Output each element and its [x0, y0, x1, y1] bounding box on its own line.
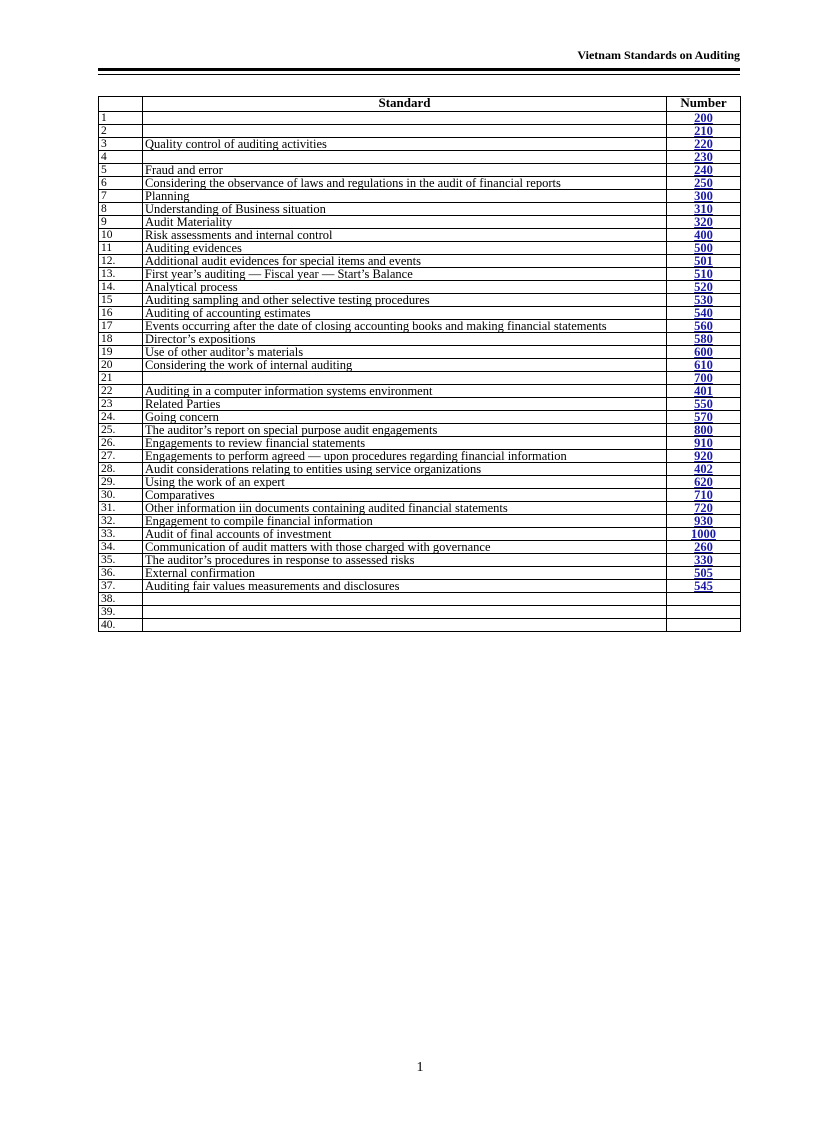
table-row: [99, 476, 741, 489]
table-row: [99, 619, 741, 632]
standard-title: Engagements to review financial statements: [143, 437, 667, 450]
row-index: 31.: [99, 502, 143, 515]
row-index: 10: [99, 229, 143, 242]
standard-number-link[interactable]: 610: [694, 358, 713, 372]
standard-title: Planning: [143, 190, 667, 203]
document-header-title: Vietnam Standards on Auditing: [577, 48, 740, 62]
standard-title: [143, 606, 667, 619]
standard-number-link[interactable]: 300: [694, 189, 713, 203]
standard-title: Analytical process: [143, 281, 667, 294]
standards-table: [98, 96, 741, 632]
standard-number-cell: [667, 424, 741, 437]
index-column-header: [99, 97, 143, 112]
standard-number-cell: [667, 463, 741, 476]
table-row: [99, 372, 741, 385]
standard-title: Director’s expositions: [143, 333, 667, 346]
standard-title: Related Parties: [143, 398, 667, 411]
standard-title: Events occurring after the date of closing accounting books and making financial statements: [143, 320, 667, 333]
table-row: [99, 164, 741, 177]
standard-number-link[interactable]: 505: [694, 566, 713, 580]
standard-number-cell: [667, 177, 741, 190]
table-row: [99, 125, 741, 138]
standard-number-link[interactable]: 402: [694, 462, 713, 476]
standard-number-cell: [667, 333, 741, 346]
row-index: 4: [99, 151, 143, 164]
row-index: 28.: [99, 463, 143, 476]
standard-title: Auditing of accounting estimates: [143, 307, 667, 320]
standard-number-link[interactable]: 920: [694, 449, 713, 463]
standard-number-cell: [667, 606, 741, 619]
standard-number-link[interactable]: 545: [694, 579, 713, 593]
table-row: [99, 229, 741, 242]
standard-title: Audit Materiality: [143, 216, 667, 229]
standard-number-link[interactable]: 210: [694, 124, 713, 138]
table-row: [99, 385, 741, 398]
standard-number-cell: [667, 567, 741, 580]
table-row: [99, 359, 741, 372]
standard-number-link[interactable]: 700: [694, 371, 713, 385]
number-column-header: Number: [667, 97, 741, 112]
table-row: [99, 307, 741, 320]
standard-number-cell: [667, 411, 741, 424]
row-index: 15: [99, 294, 143, 307]
standard-title: Understanding of Business situation: [143, 203, 667, 216]
row-index: 25.: [99, 424, 143, 437]
row-index: 26.: [99, 437, 143, 450]
table-row: [99, 398, 741, 411]
standard-number-link[interactable]: 310: [694, 202, 713, 216]
standard-number-link[interactable]: 620: [694, 475, 713, 489]
standard-number-link[interactable]: 720: [694, 501, 713, 515]
standard-number-link[interactable]: 930: [694, 514, 713, 528]
row-index: 35.: [99, 554, 143, 567]
row-index: 11: [99, 242, 143, 255]
standard-title: Auditing evidences: [143, 242, 667, 255]
table-row: [99, 424, 741, 437]
standard-number-link[interactable]: 260: [694, 540, 713, 554]
row-index: 34.: [99, 541, 143, 554]
standard-number-link[interactable]: 401: [694, 384, 713, 398]
row-index: 24.: [99, 411, 143, 424]
standard-number-cell: [667, 502, 741, 515]
page-number: 1: [416, 1060, 424, 1075]
row-index: 21: [99, 372, 143, 385]
row-index: 23: [99, 398, 143, 411]
row-index: 33.: [99, 528, 143, 541]
standard-number-cell: [667, 268, 741, 281]
standard-title: Quality control of auditing activities: [143, 138, 667, 151]
row-index: 2: [99, 125, 143, 138]
standard-number-link[interactable]: 510: [694, 267, 713, 281]
row-index: 8: [99, 203, 143, 216]
row-index: 27.: [99, 450, 143, 463]
row-index: 37.: [99, 580, 143, 593]
row-index: 36.: [99, 567, 143, 580]
standard-number-cell: [667, 619, 741, 632]
standard-title: Considering the work of internal auditing: [143, 359, 667, 372]
table-row: [99, 255, 741, 268]
table-row: [99, 450, 741, 463]
standard-number-cell: [667, 372, 741, 385]
standard-number-cell: [667, 320, 741, 333]
row-index: 19: [99, 346, 143, 359]
table-row: [99, 606, 741, 619]
table-row: [99, 190, 741, 203]
standard-number-link[interactable]: 910: [694, 436, 713, 450]
table-row: [99, 567, 741, 580]
row-index: 9: [99, 216, 143, 229]
row-index: 18: [99, 333, 143, 346]
standard-number-link[interactable]: 1000: [691, 527, 716, 541]
standard-title: Using the work of an expert: [143, 476, 667, 489]
standard-number-cell: [667, 489, 741, 502]
standard-number-cell: [667, 476, 741, 489]
standard-title: Going concern: [143, 411, 667, 424]
row-index: 22: [99, 385, 143, 398]
standard-title: Auditing fair values measurements and disclosures: [143, 580, 667, 593]
standard-number-cell: [667, 307, 741, 320]
standard-number-cell: [667, 541, 741, 554]
row-index: 13.: [99, 268, 143, 281]
standard-number-link[interactable]: 800: [694, 423, 713, 437]
standard-number-cell: [667, 359, 741, 372]
standard-number-cell: [667, 112, 741, 125]
standard-number-link[interactable]: 580: [694, 332, 713, 346]
standard-number-link[interactable]: 200: [694, 111, 713, 125]
standard-number-cell: [667, 385, 741, 398]
table-row: [99, 294, 741, 307]
standard-number-link[interactable]: 500: [694, 241, 713, 255]
row-index: 14.: [99, 281, 143, 294]
row-index: 16: [99, 307, 143, 320]
standard-title: The auditor’s procedures in response to assessed risks: [143, 554, 667, 567]
table-row: [99, 554, 741, 567]
standard-title: Additional audit evidences for special items and events: [143, 255, 667, 268]
row-index: 20: [99, 359, 143, 372]
row-index: 40.: [99, 619, 143, 632]
standard-number-cell: [667, 255, 741, 268]
standard-title: [143, 125, 667, 138]
header-rule-thin: [98, 74, 740, 75]
standard-title: Engagement to compile financial information: [143, 515, 667, 528]
standard-number-cell: [667, 151, 741, 164]
standard-title: Use of other auditor’s materials: [143, 346, 667, 359]
row-index: 1: [99, 112, 143, 125]
standard-number-cell: [667, 437, 741, 450]
standard-number-link[interactable]: 501: [694, 254, 713, 268]
table-row: [99, 515, 741, 528]
standard-title: Fraud and error: [143, 164, 667, 177]
standard-number-cell: [667, 294, 741, 307]
standard-number-cell: [667, 216, 741, 229]
table-row: [99, 203, 741, 216]
table-row: [99, 541, 741, 554]
table-row: [99, 333, 741, 346]
standard-title: Communication of audit matters with those charged with governance: [143, 541, 667, 554]
standard-number-cell: [667, 138, 741, 151]
row-index: 12.: [99, 255, 143, 268]
standard-number-link[interactable]: 530: [694, 293, 713, 307]
table-row: [99, 502, 741, 515]
standard-number-link[interactable]: 600: [694, 345, 713, 359]
standard-title: [143, 619, 667, 632]
standard-title: Risk assessments and internal control: [143, 229, 667, 242]
table-row: [99, 593, 741, 606]
standard-number-link[interactable]: 220: [694, 137, 713, 151]
standard-column-header: Standard: [143, 97, 667, 112]
table-row: [99, 320, 741, 333]
table-row: [99, 268, 741, 281]
standard-title: Engagements to perform agreed — upon procedures regarding financial information: [143, 450, 667, 463]
standard-number-link[interactable]: 240: [694, 163, 713, 177]
standard-number-cell: [667, 554, 741, 567]
standard-number-link[interactable]: 540: [694, 306, 713, 320]
standard-number-cell: [667, 580, 741, 593]
standard-number-link[interactable]: 560: [694, 319, 713, 333]
standard-number-link[interactable]: 710: [694, 488, 713, 502]
table-row: [99, 489, 741, 502]
table-row: [99, 437, 741, 450]
standard-number-link[interactable]: 570: [694, 410, 713, 424]
standard-number-link[interactable]: 320: [694, 215, 713, 229]
table-header-row: [99, 97, 741, 112]
standard-number-link[interactable]: 400: [694, 228, 713, 242]
table-row: [99, 580, 741, 593]
table-row: [99, 151, 741, 164]
row-index: 30.: [99, 489, 143, 502]
standard-title: [143, 112, 667, 125]
row-index: 7: [99, 190, 143, 203]
standard-number-cell: [667, 346, 741, 359]
standard-title: Other information iin documents containing audited financial statements: [143, 502, 667, 515]
standard-number-cell: [667, 229, 741, 242]
standard-number-cell: [667, 164, 741, 177]
standard-number-cell: [667, 281, 741, 294]
standard-title: Auditing in a computer information systems environment: [143, 385, 667, 398]
standard-number-cell: [667, 398, 741, 411]
header-rule-thick: [98, 68, 740, 71]
table-row: [99, 346, 741, 359]
row-index: 39.: [99, 606, 143, 619]
row-index: 32.: [99, 515, 143, 528]
standard-number-link[interactable]: 550: [694, 397, 713, 411]
table-row: [99, 242, 741, 255]
standard-title: Comparatives: [143, 489, 667, 502]
standard-title: Audit considerations relating to entities using service organizations: [143, 463, 667, 476]
row-index: 3: [99, 138, 143, 151]
standard-number-cell: [667, 450, 741, 463]
standard-title: Auditing sampling and other selective testing procedures: [143, 294, 667, 307]
row-index: 29.: [99, 476, 143, 489]
row-index: 17: [99, 320, 143, 333]
row-index: 38.: [99, 593, 143, 606]
standard-title: External confirmation: [143, 567, 667, 580]
table-row: [99, 463, 741, 476]
row-index: 5: [99, 164, 143, 177]
standard-title: [143, 593, 667, 606]
standard-title: [143, 372, 667, 385]
standard-number-cell: [667, 242, 741, 255]
standard-number-link[interactable]: 230: [694, 150, 713, 164]
row-index: 6: [99, 177, 143, 190]
table-row: [99, 281, 741, 294]
standard-number-cell: [667, 125, 741, 138]
standard-title: First year’s auditing — Fiscal year — Start’s Balance: [143, 268, 667, 281]
table-row: [99, 216, 741, 229]
standard-number-cell: [667, 528, 741, 541]
standard-title: Considering the observance of laws and regulations in the audit of financial reports: [143, 177, 667, 190]
standard-title: Audit of final accounts of investment: [143, 528, 667, 541]
standard-number-link[interactable]: 330: [694, 553, 713, 567]
standard-number-link[interactable]: 520: [694, 280, 713, 294]
table-row: [99, 411, 741, 424]
table-row: [99, 177, 741, 190]
standard-title: [143, 151, 667, 164]
table-row: [99, 112, 741, 125]
standard-number-cell: [667, 593, 741, 606]
standard-title: The auditor’s report on special purpose audit engagements: [143, 424, 667, 437]
table-row: [99, 138, 741, 151]
table-row: [99, 528, 741, 541]
standard-number-cell: [667, 515, 741, 528]
standard-number-cell: [667, 190, 741, 203]
standard-number-cell: [667, 203, 741, 216]
standard-number-link[interactable]: 250: [694, 176, 713, 190]
